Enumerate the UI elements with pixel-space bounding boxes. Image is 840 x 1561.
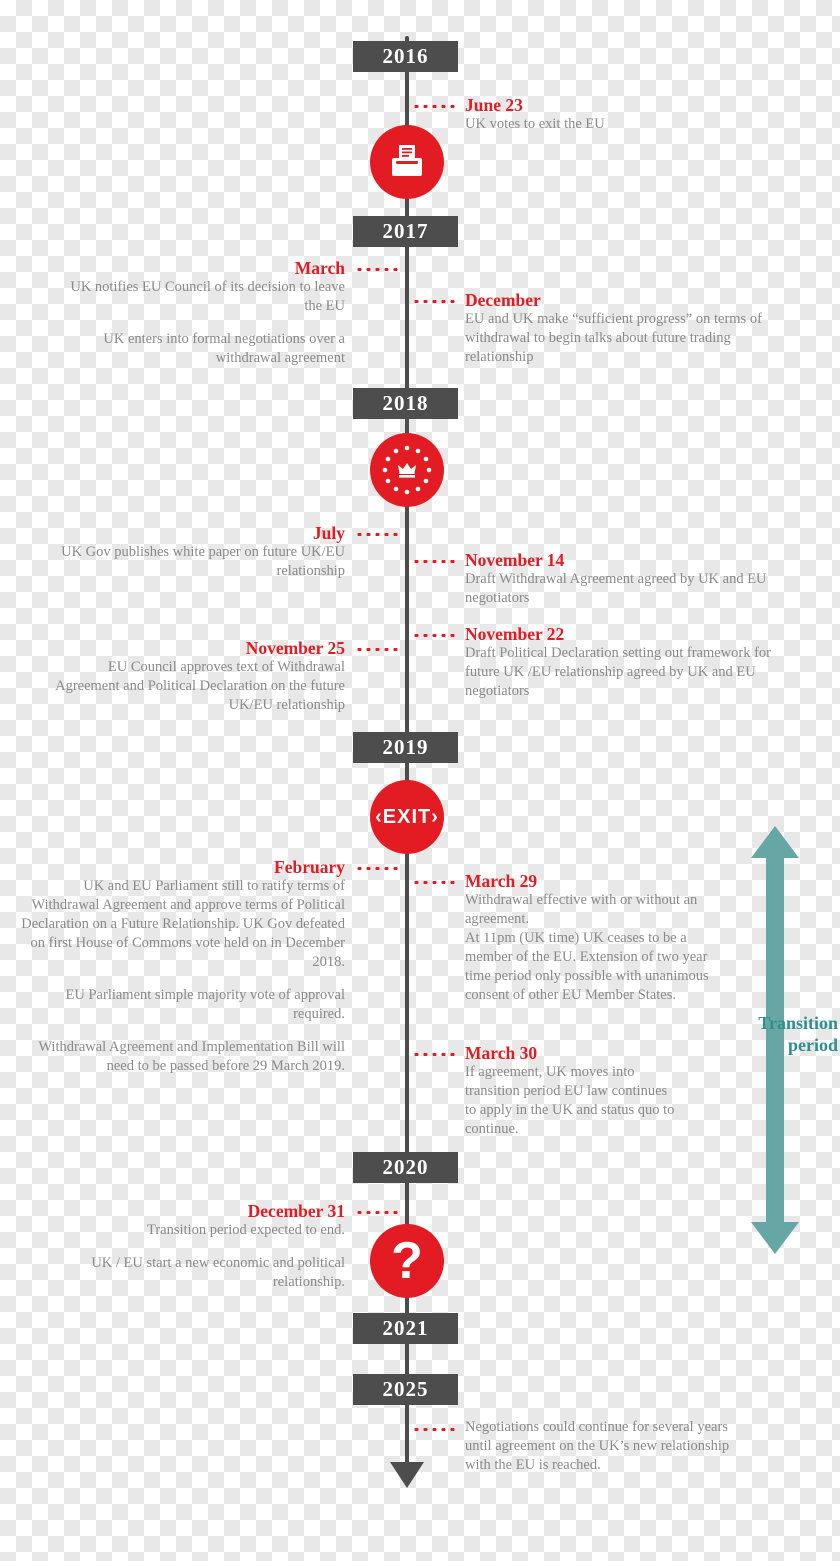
event-paragraph: EU and UK make “sufficient progress” on terms of withdrawal to begin talks about future trading relationship — [465, 311, 762, 365]
event-body — [90, 1221, 345, 1292]
event-date: November 25 — [245, 638, 345, 658]
event-paragraph: If agreement, UK moves into transition period EU law continues to apply in the UK and status quo to continue. — [465, 1064, 675, 1137]
event-march-29-2019 — [465, 871, 715, 1005]
event-paragraph: EU Council approves text of Withdrawal Agreement and Political Declaration on the future UK/EU relationship — [55, 659, 345, 713]
year-chip-2018 — [353, 388, 458, 419]
timeline-arrow-head — [390, 1462, 424, 1488]
leader-december-2017 — [412, 300, 458, 303]
event-paragraph: UK Gov publishes white paper on future UK/EU relationship — [61, 544, 345, 579]
event-body — [20, 877, 345, 1076]
question-mark-icon — [370, 1224, 444, 1298]
transition-period-label: Transition period — [758, 1013, 838, 1055]
event-date: June 23 — [465, 95, 523, 115]
year-chip-2025 — [353, 1374, 458, 1405]
event-paragraph: UK votes to exit the EU — [465, 116, 605, 132]
event-date: July — [312, 523, 345, 543]
event-july-2018 — [60, 523, 345, 581]
event-november-14-2018 — [465, 550, 795, 608]
year-chip-2021 — [353, 1313, 458, 1344]
leader-february-2019 — [355, 867, 401, 870]
event-date: December 31 — [247, 1201, 345, 1221]
leader-july-2018 — [355, 533, 401, 536]
event-body — [60, 543, 345, 581]
leader-post-2025 — [412, 1428, 458, 1431]
question-mark-label: ? — [391, 1232, 423, 1290]
leader-november-25-2018 — [355, 648, 401, 651]
year-label: 2017 — [382, 219, 429, 243]
leader-november-14-2018 — [412, 560, 458, 563]
event-body — [465, 115, 765, 134]
event-date: March 29 — [465, 871, 538, 891]
event-paragraph: Withdrawal Agreement and Implementation Bill will need to be passed before 29 March 2019. — [38, 1039, 345, 1074]
event-body — [465, 1418, 730, 1475]
event-paragraph: UK enters into formal negotiations over a withdrawal agreement — [103, 331, 345, 366]
year-chip-2020 — [353, 1152, 458, 1183]
arrow-head-down-icon — [751, 1222, 799, 1254]
event-date: March 30 — [465, 1043, 538, 1063]
exit-sign-label: ‹EXIT› — [375, 805, 439, 828]
year-label: 2019 — [382, 735, 429, 759]
event-june-23-2016 — [465, 95, 765, 134]
year-chip-2017 — [353, 216, 458, 247]
event-november-22-2018 — [465, 624, 800, 701]
event-paragraph: Draft Political Declaration setting out framework for future UK /EU relationship agreed by UK and EU negotiators — [465, 645, 772, 699]
event-paragraph: Negotiations could continue for several years until agreement on the UK’s new relationship with the EU is reached. — [465, 1419, 730, 1473]
exit-sign-icon — [370, 780, 444, 854]
event-paragraph: UK and EU Parliament still to ratify terms of Withdrawal Agreement and approve terms of Political Declaration on a Future Relationship. UK Gov defeated on first House of Commons vote held on in December 2018. — [21, 878, 345, 970]
event-paragraph: UK notifies EU Council of its decision to leave the EU — [70, 279, 345, 314]
event-paragraph: Withdrawal effective with or without an agreement. — [465, 892, 698, 927]
leader-november-22-2018 — [412, 634, 458, 637]
event-december-31-2020 — [90, 1201, 345, 1292]
event-body — [465, 570, 795, 608]
event-paragraph: Transition period expected to end. — [147, 1222, 345, 1238]
event-paragraph: UK / EU start a new economic and political relationship. — [91, 1255, 345, 1290]
event-body — [465, 1063, 680, 1139]
leader-march-30-2019 — [412, 1053, 458, 1056]
year-chip-2016 — [353, 41, 458, 72]
event-february-2019 — [20, 857, 345, 1076]
event-date: March — [294, 258, 345, 278]
event-november-25-2018 — [45, 638, 345, 715]
arrow-head-up-icon — [751, 826, 799, 858]
ballot-box-icon — [370, 125, 444, 199]
event-body — [465, 644, 800, 701]
year-label: 2016 — [382, 44, 429, 68]
year-label: 2018 — [382, 391, 429, 415]
event-march-30-2019 — [465, 1043, 680, 1139]
leader-march-29-2019 — [412, 881, 458, 884]
leader-december-31-2020 — [355, 1211, 401, 1214]
year-label: 2025 — [382, 1377, 429, 1401]
event-body — [60, 278, 345, 368]
year-label: 2020 — [382, 1155, 429, 1179]
leader-march-2017 — [355, 268, 401, 271]
event-paragraph: At 11pm (UK time) UK ceases to be a member of the EU. Extension of two year time period only possible with unanimous consent of other EU Member States. — [465, 930, 709, 1003]
event-date: December — [465, 290, 541, 310]
event-date: February — [274, 857, 345, 877]
event-march-2017 — [60, 258, 345, 368]
event-date: November 22 — [465, 624, 565, 644]
event-date: November 14 — [465, 550, 565, 570]
event-paragraph: EU Parliament simple majority vote of approval required. — [65, 987, 345, 1022]
eu-stars-crown-icon — [370, 433, 444, 507]
event-body — [465, 891, 715, 1005]
event-post-2025 — [465, 1418, 730, 1475]
year-chip-2019 — [353, 732, 458, 763]
event-body — [45, 658, 345, 715]
event-december-2017 — [465, 290, 795, 367]
event-paragraph: Draft Withdrawal Agreement agreed by UK and EU negotiators — [465, 571, 767, 606]
year-label: 2021 — [382, 1316, 429, 1340]
leader-june-23 — [412, 105, 458, 108]
event-body — [465, 310, 795, 367]
